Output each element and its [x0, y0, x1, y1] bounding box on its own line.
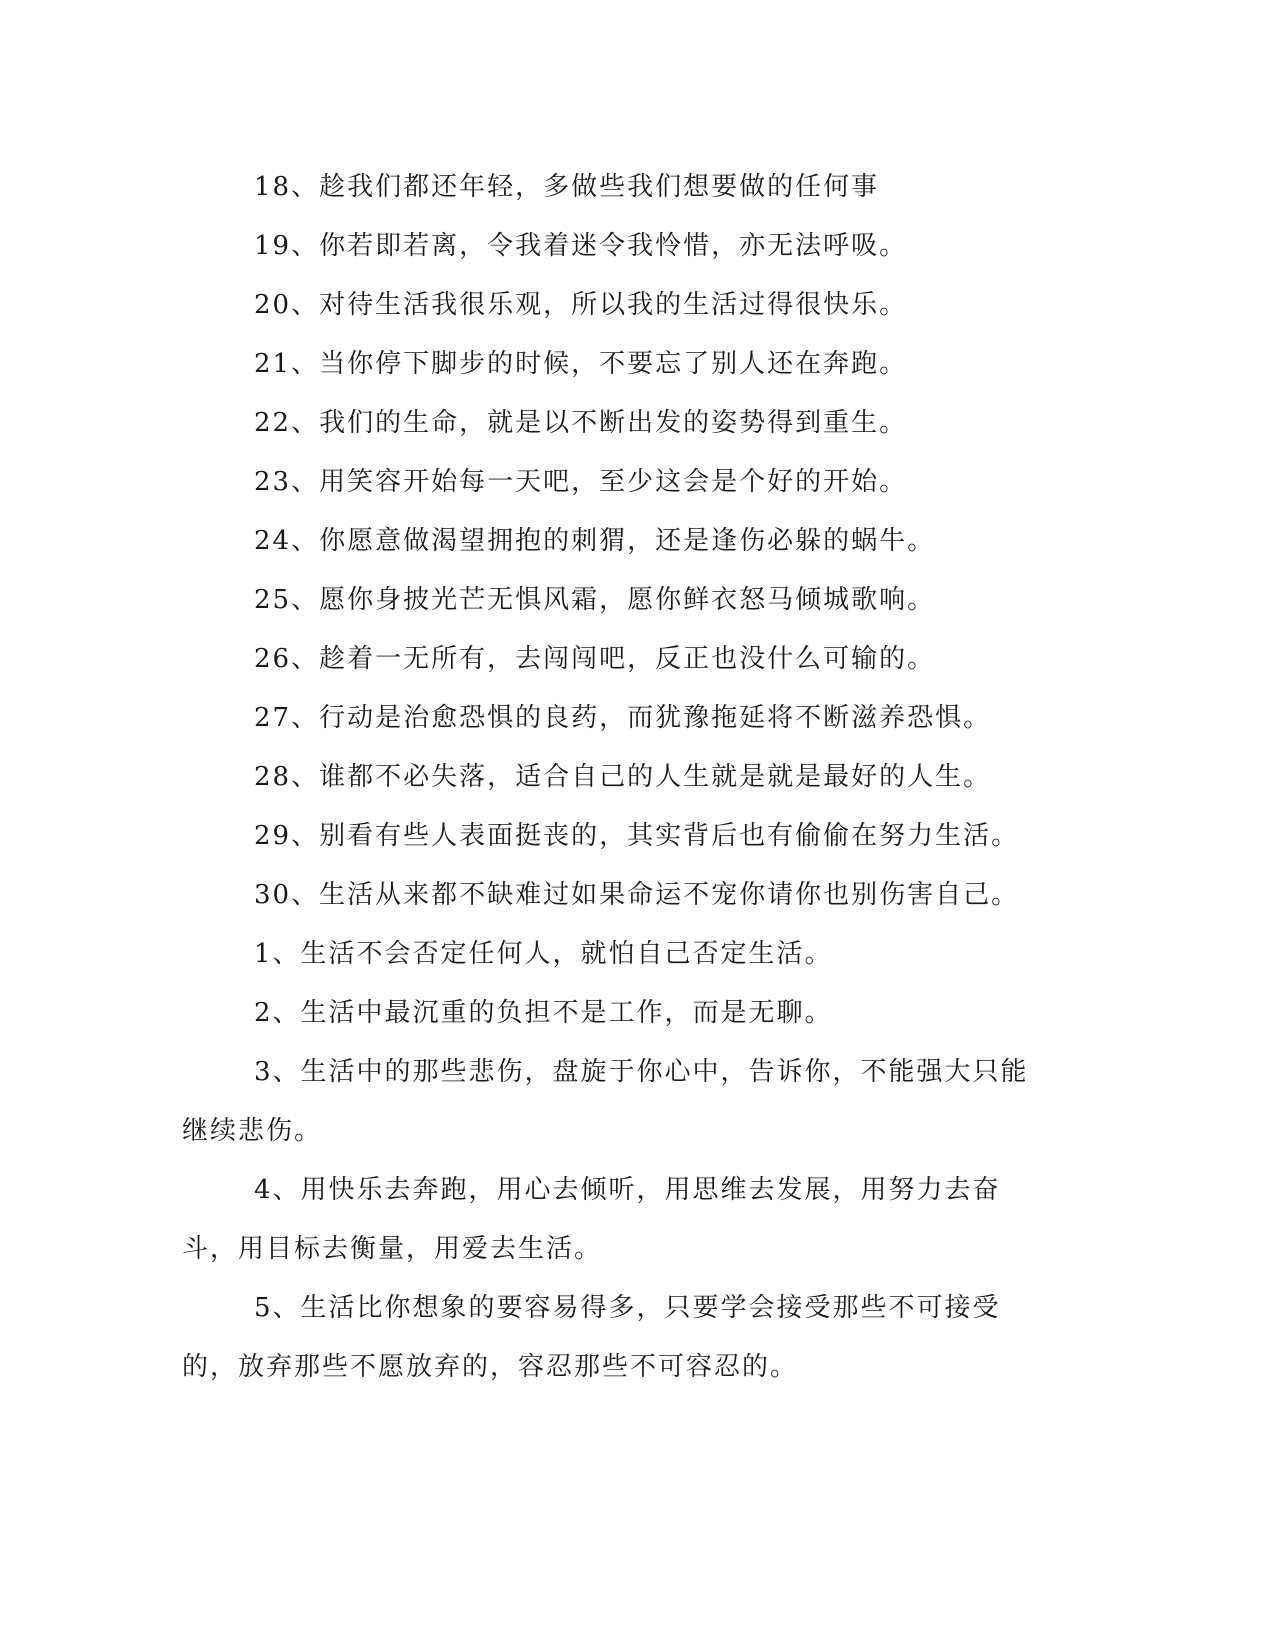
- paragraph-20: 20、对待生活我很乐观，所以我的生活过得很快乐。: [254, 290, 908, 320]
- paragraph-28: 28、谁都不必失落，适合自己的人生就是就是最好的人生。: [254, 762, 992, 792]
- paragraph-27: 27、行动是治愈恐惧的良药，而犹豫拖延将不断滋养恐惧。: [254, 703, 992, 733]
- paragraph-3: 3、生活中的那些悲伤，盘旋于你心中，告诉你，不能强大只能继续悲伤。: [182, 1057, 1029, 1146]
- paragraph-30: 30、生活从来都不缺难过如果命运不宠你请你也别伤害自己。: [254, 880, 1020, 910]
- paragraph-24: 24、你愿意做渴望拥抱的刺猬，还是逢伤必躲的蜗牛。: [254, 526, 936, 556]
- paragraph-26: 26、趁着一无所有，去闯闯吧，反正也没什么可输的。: [254, 644, 936, 674]
- document-body: [182, 158, 1050, 1397]
- paragraph-25: 25、愿你身披光芒无惧风霜，愿你鲜衣怒马倾城歌响。: [254, 585, 936, 615]
- paragraph-19: 19、你若即若离，令我着迷令我怜惜，亦无法呼吸。: [254, 231, 908, 261]
- paragraph-4: 4、用快乐去奔跑，用心去倾听，用思维去发展，用努力去奋斗，用目标去衡量，用爱去生活。: [182, 1175, 1001, 1264]
- paragraph-21: 21、当你停下脚步的时候，不要忘了别人还在奔跑。: [254, 349, 908, 379]
- paragraph-18: 18、趁我们都还年轻，多做些我们想要做的任何事: [254, 172, 880, 202]
- paragraph-29: 29、别看有些人表面挺丧的，其实背后也有偷偷在努力生活。: [254, 821, 1020, 851]
- paragraph-22: 22、我们的生命，就是以不断出发的姿势得到重生。: [254, 408, 908, 438]
- paragraph-5: 5、生活比你想象的要容易得多，只要学会接受那些不可接受的，放弃那些不愿放弃的，容忍那些不可容忍的。: [182, 1293, 1001, 1382]
- paragraph-23: 23、用笑容开始每一天吧，至少这会是个好的开始。: [254, 467, 908, 497]
- paragraph-1: 1、生活不会否定任何人，就怕自己否定生活。: [254, 939, 833, 969]
- paragraph-2: 2、生活中最沉重的负担不是工作，而是无聊。: [254, 998, 833, 1028]
